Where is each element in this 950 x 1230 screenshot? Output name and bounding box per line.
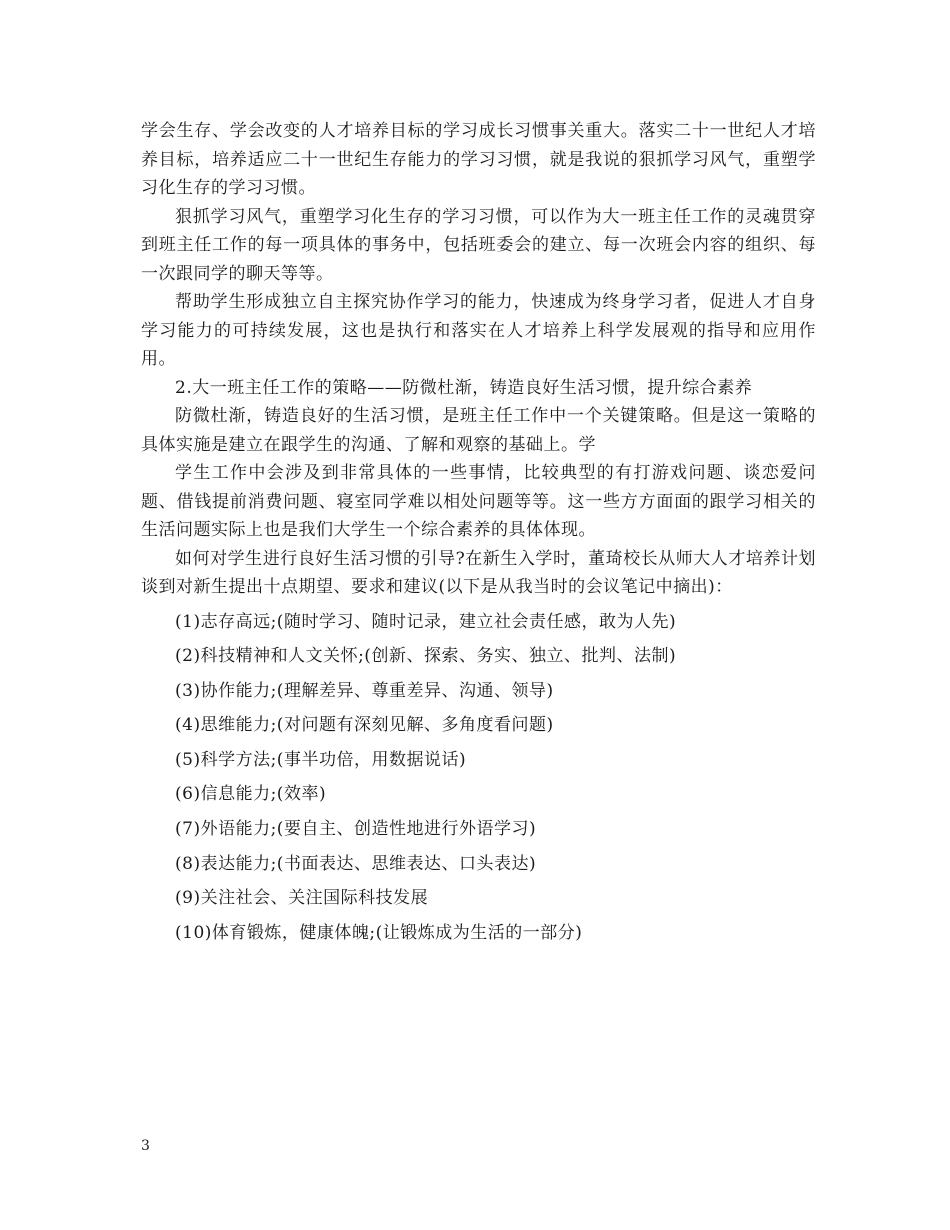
paragraph-2: 狠抓学习风气，重塑学习化生存的学习习惯，可以作为大一班主任工作的灵魂贯穿到班主任工作的每一项具体的事务中，包括班委会的建立、每一次班会内容的组织、每一次跟同学的聊天等等。 [141, 206, 816, 284]
list-item: (7)外语能力;(要自主、创造性地进行外语学习) [175, 819, 537, 840]
expectations-list [141, 605, 816, 951]
document-body [141, 117, 816, 950]
paragraph-5: 学生工作中会涉及到非常具体的一些事情，比较典型的有打游戏问题、谈恋爱问题、借钱提前消费问题、寝室同学难以相处问题等等。这一些方方面面的跟学习相关的生活问题实际上也是我们大学生一个综合素养的具体体现。 [141, 463, 816, 540]
paragraph-6: 如何对学生进行良好生活习惯的引导?在新生入学时，董琦校长从师大人才培养计划谈到对新生提出十点期望、要求和建议(以下是从我当时的会议笔记中摘出)： [141, 548, 816, 597]
paragraph-3: 帮助学生形成独立自主探究协作学习的能力，快速成为终身学习者，促进人才自身学习能力的可持续发展，这也是执行和落实在人才培养上科学发展观的指导和应用作用。 [141, 292, 816, 369]
list-item: (6)信息能力;(效率) [175, 784, 327, 805]
list-item: (1)志存高远;(随时学习、随时记录，建立社会责任感，敢为人先) [175, 611, 677, 632]
list-item: (9)关注社会、关注国际科技发展 [175, 888, 429, 909]
list-item: (2)科技精神和人文关怀;(创新、探索、务实、独立、批判、法制) [175, 646, 677, 667]
list-item: (5)科学方法;(事半功倍，用数据说话) [175, 749, 467, 770]
page-number: 3 [141, 1138, 150, 1154]
list-item: (8)表达能力;(书面表达、思维表达、口头表达) [175, 853, 537, 874]
section-heading: 2.大一班主任工作的策略——防微杜渐，铸造良好生活习惯，提升综合素养 [175, 377, 753, 398]
paragraph-1: 学会生存、学会改变的人才培养目标的学习成长习惯事关重大。落实二十一世纪人才培养目标，培养适应二十一世纪生存能力的学习习惯，就是我说的狠抓学习风气，重塑学习化生存的学习习惯。 [141, 121, 816, 198]
paragraph-4: 防微杜渐，铸造良好的生活习惯，是班主任工作中一个关键策略。但是这一策略的具体实施是建立在跟学生的沟通、了解和观察的基础上。学 [141, 406, 816, 455]
list-item: (4)思维能力;(对问题有深刻见解、多角度看问题) [175, 715, 554, 736]
list-item: (10)体育锻炼，健康体魄;(让锻炼成为生活的一部分) [175, 922, 583, 943]
list-item: (3)协作能力;(理解差异、尊重差异、沟通、领导) [175, 680, 554, 701]
